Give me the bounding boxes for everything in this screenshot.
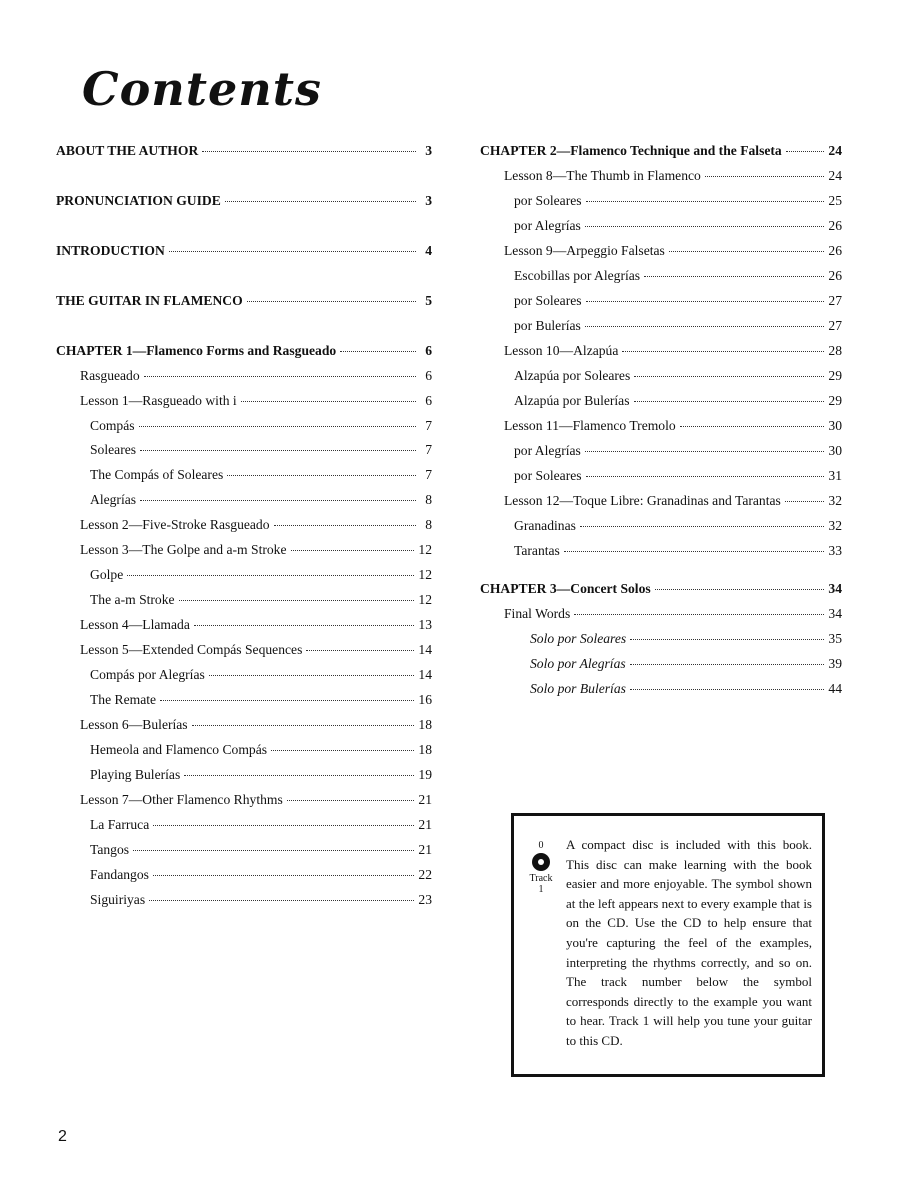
toc-dot-leader (225, 200, 416, 202)
toc-entry (514, 266, 842, 286)
toc-entry (514, 366, 842, 386)
toc-entry (504, 416, 842, 436)
toc-entry-title: Siguiriyas (90, 892, 146, 907)
toc-dot-leader (274, 524, 416, 526)
toc-entry (514, 191, 842, 211)
toc-dot-leader (241, 400, 416, 402)
toc-dot-leader (184, 774, 414, 776)
toc-entry-title: Granadinas (514, 518, 576, 533)
toc-dot-leader (160, 699, 414, 701)
toc-entry-page: 23 (418, 892, 432, 907)
toc-entry-title: Playing Bulerías (90, 767, 181, 782)
toc-entry (90, 890, 432, 910)
toc-entry-title: por Bulerías (514, 318, 581, 333)
toc-entry-page: 21 (418, 842, 432, 857)
page-title: Contents (82, 62, 322, 116)
toc-entry-page: 12 (418, 542, 432, 557)
toc-entry-page: 33 (828, 543, 842, 558)
toc-entry-page: 21 (418, 792, 432, 807)
toc-entry-page: 16 (418, 692, 432, 707)
toc-entry (56, 191, 432, 211)
toc-entry-page: 8 (425, 517, 432, 532)
toc-dot-leader (564, 550, 825, 552)
toc-entry-page: 29 (828, 393, 842, 408)
toc-entry-title: Lesson 9—Arpeggio Falsetas (504, 243, 665, 258)
toc-entry-page: 6 (425, 343, 432, 358)
toc-entry-page: 5 (425, 293, 432, 308)
toc-entry-page: 13 (418, 617, 432, 632)
toc-dot-leader (705, 175, 825, 177)
toc-entry (90, 440, 432, 460)
toc-entry-title: Lesson 4—Llamada (80, 617, 190, 632)
toc-dot-leader (271, 749, 414, 751)
toc-entry-page: 39 (828, 656, 842, 671)
toc-entry (514, 516, 842, 536)
toc-entry-title: Lesson 12—Toque Libre: Granadinas and Tarantas (504, 493, 781, 508)
toc-entry-title: Compás (90, 418, 135, 433)
toc-dot-leader (786, 150, 825, 152)
toc-entry (90, 865, 432, 885)
toc-dot-leader (586, 475, 825, 477)
toc-entry-title: CHAPTER 2—Flamenco Technique and the Falseta (480, 143, 782, 158)
toc-entry-page: 32 (828, 493, 842, 508)
toc-entry-title: Fandangos (90, 867, 149, 882)
toc-entry-title: Golpe (90, 567, 124, 582)
toc-entry (514, 316, 842, 336)
toc-entry (530, 679, 842, 699)
toc-dot-leader (247, 300, 416, 302)
toc-entry-page: 26 (828, 243, 842, 258)
toc-entry-title: The a-m Stroke (90, 592, 175, 607)
toc-entry (90, 565, 432, 585)
toc-entry-page: 4 (425, 243, 432, 258)
toc-entry-title: Lesson 8—The Thumb in Flamenco (504, 168, 701, 183)
toc-entry-page: 8 (425, 492, 432, 507)
toc-entry-title: The Remate (90, 692, 157, 707)
toc-entry-page: 26 (828, 218, 842, 233)
toc-dot-leader (179, 599, 415, 601)
toc-dot-leader (153, 874, 415, 876)
toc-dot-leader (630, 663, 825, 665)
toc-entry-page: 7 (425, 442, 432, 457)
toc-entry (80, 615, 432, 635)
toc-dot-leader (209, 674, 415, 676)
toc-entry-title: La Farruca (90, 817, 150, 832)
toc-entry (504, 341, 842, 361)
toc-dot-leader (169, 250, 416, 252)
toc-entry-page: 12 (418, 592, 432, 607)
toc-entry (480, 141, 842, 161)
toc-entry (514, 466, 842, 486)
toc-dot-leader (669, 250, 825, 252)
toc-dot-leader (630, 638, 824, 640)
toc-entry-page: 3 (425, 143, 432, 158)
toc-entry-title: Final Words (504, 606, 571, 621)
toc-entry-title: Lesson 6—Bulerías (80, 717, 188, 732)
toc-entry (504, 166, 842, 186)
toc-dot-leader (202, 150, 416, 152)
toc-entry-title: por Soleares (514, 193, 582, 208)
toc-entry-page: 34 (828, 606, 842, 621)
toc-entry (90, 765, 432, 785)
toc-dot-leader (287, 799, 415, 801)
toc-entry (530, 654, 842, 674)
toc-dot-leader (585, 325, 825, 327)
toc-entry (90, 665, 432, 685)
toc-entry (90, 740, 432, 760)
toc-entry-title: Soleares (90, 442, 137, 457)
toc-dot-leader (680, 425, 825, 427)
toc-entry-page: 27 (828, 318, 842, 333)
toc-dot-leader (153, 824, 414, 826)
toc-dot-leader (785, 500, 825, 502)
toc-entry-title: por Soleares (514, 293, 582, 308)
toc-dot-leader (149, 899, 414, 901)
toc-entry-title: Alegrías (90, 492, 137, 507)
cd-icon (532, 853, 550, 871)
toc-entry-title: Solo por Soleares (530, 631, 627, 646)
toc-dot-leader (133, 849, 414, 851)
toc-entry-page: 30 (828, 443, 842, 458)
toc-entry (80, 540, 432, 560)
toc-entry (90, 840, 432, 860)
toc-entry (80, 366, 432, 386)
toc-entry (514, 216, 842, 236)
cd-notice-text: A compact disc is included with this book. This disc can make learning with the book easier and more enjoyable. The symbol shown at the left appears next to every example that is on the CD. Use the CD to help ensure that you're capturing the feel of the examples, interpreting the rhythms correctly, and so on. The track number below the symbol corresponds directly to the example you want to hear. Track 1 will help you tune your guitar to this CD. (566, 837, 812, 1048)
toc-entry-title: INTRODUCTION (56, 243, 165, 258)
toc-dot-leader (194, 624, 415, 626)
toc-dot-leader (634, 375, 824, 377)
toc-dot-leader (340, 350, 416, 352)
toc-entry-page: 22 (418, 867, 432, 882)
toc-dot-leader (622, 350, 824, 352)
toc-dot-leader (140, 449, 416, 451)
toc-dot-leader (586, 300, 825, 302)
toc-entry-title: Solo por Bulerías (530, 681, 626, 696)
toc-dot-leader (144, 375, 416, 377)
toc-entry-title: Solo por Alegrías (530, 656, 626, 671)
toc-entry (514, 541, 842, 561)
toc-dot-leader (192, 724, 415, 726)
toc-dot-leader (139, 425, 416, 427)
cd-track-symbol (529, 840, 553, 895)
toc-dot-leader (644, 275, 824, 277)
toc-entry (80, 715, 432, 735)
toc-entry-title: ABOUT THE AUTHOR (56, 143, 199, 158)
toc-entry-page: 31 (828, 468, 842, 483)
toc-entry-title: Lesson 7—Other Flamenco Rhythms (80, 792, 283, 807)
toc-entry-title: The Compás of Soleares (90, 467, 224, 482)
toc-entry-title: THE GUITAR IN FLAMENCO (56, 293, 243, 308)
toc-entry-page: 29 (828, 368, 842, 383)
toc-dot-leader (634, 400, 825, 402)
cd-track-label: Track (529, 873, 553, 884)
toc-entry (56, 291, 432, 311)
toc-dot-leader (227, 474, 416, 476)
toc-entry-page: 26 (828, 268, 842, 283)
toc-entry-title: CHAPTER 3—Concert Solos (480, 581, 651, 596)
toc-entry-title: por Alegrías (514, 218, 581, 233)
toc-entry (90, 416, 432, 436)
toc-entry-page: 6 (425, 368, 432, 383)
toc-entry-title: Lesson 2—Five-Stroke Rasgueado (80, 517, 270, 532)
toc-entry-page: 44 (828, 681, 842, 696)
toc-entry-page: 34 (828, 581, 842, 596)
toc-dot-leader (127, 574, 414, 576)
toc-entry-title: Alzapúa por Bulerías (514, 393, 630, 408)
cd-notice-box (511, 813, 825, 1077)
cd-number: 0 (538, 840, 544, 851)
toc-entry (90, 590, 432, 610)
toc-entry (80, 391, 432, 411)
toc-entry (90, 465, 432, 485)
toc-dot-leader (291, 549, 415, 551)
toc-entry-title: Lesson 3—The Golpe and a-m Stroke (80, 542, 287, 557)
toc-dot-leader (586, 200, 825, 202)
toc-entry-page: 24 (828, 143, 842, 158)
toc-entry-page: 7 (425, 418, 432, 433)
toc-entry-page: 7 (425, 467, 432, 482)
toc-entry-page: 25 (828, 193, 842, 208)
toc-entry (504, 491, 842, 511)
toc-entry-page: 24 (828, 168, 842, 183)
toc-entry-page: 19 (418, 767, 432, 782)
toc-entry (504, 241, 842, 261)
toc-entry-title: Alzapúa por Soleares (514, 368, 631, 383)
toc-entry-title: CHAPTER 1—Flamenco Forms and Rasgueado (56, 343, 337, 358)
toc-entry-page: 6 (425, 393, 432, 408)
toc-entry (480, 579, 842, 599)
toc-entry (90, 490, 432, 510)
toc-entry-title: Lesson 1—Rasgueado with i (80, 393, 237, 408)
toc-entry (504, 604, 842, 624)
toc-entry (514, 391, 842, 411)
toc-dot-leader (140, 499, 416, 501)
toc-entry-title: por Soleares (514, 468, 582, 483)
toc-entry-page: 12 (418, 567, 432, 582)
toc-entry-page: 32 (828, 518, 842, 533)
toc-entry-page: 18 (418, 717, 432, 732)
toc-dot-leader (580, 525, 825, 527)
toc-dot-leader (630, 688, 824, 690)
toc-entry (90, 815, 432, 835)
toc-entry (90, 690, 432, 710)
toc-entry-page: 3 (425, 193, 432, 208)
toc-dot-leader (306, 649, 414, 651)
toc-entry-title: Compás por Alegrías (90, 667, 205, 682)
toc-entry-page: 27 (828, 293, 842, 308)
toc-entry-title: Tangos (90, 842, 130, 857)
toc-entry (514, 291, 842, 311)
toc-entry-title: Lesson 5—Extended Compás Sequences (80, 642, 303, 657)
toc-dot-leader (585, 450, 825, 452)
toc-entry-title: por Alegrías (514, 443, 581, 458)
toc-entry-page: 30 (828, 418, 842, 433)
toc-entry (80, 515, 432, 535)
toc-dot-leader (574, 613, 824, 615)
toc-entry-page: 21 (418, 817, 432, 832)
toc-entry-title: Hemeola and Flamenco Compás (90, 742, 268, 757)
toc-entry (514, 441, 842, 461)
toc-entry-title: Escobillas por Alegrías (514, 268, 641, 283)
toc-entry-title: Lesson 10—Alzapúa (504, 343, 619, 358)
toc-entry (530, 629, 842, 649)
toc-entry (56, 241, 432, 261)
cd-track-number: 1 (538, 884, 544, 895)
toc-entry-page: 28 (828, 343, 842, 358)
toc-entry-page: 14 (418, 642, 432, 657)
page-number: 2 (58, 1128, 67, 1145)
toc-entry (56, 141, 432, 161)
toc-dot-leader (585, 225, 825, 227)
toc-entry (80, 790, 432, 810)
toc-entry-page: 18 (418, 742, 432, 757)
toc-dot-leader (655, 588, 825, 590)
toc-entry (80, 640, 432, 660)
toc-entry-page: 14 (418, 667, 432, 682)
toc-entry-title: Rasgueado (80, 368, 140, 383)
toc-entry-page: 35 (828, 631, 842, 646)
toc-entry (56, 341, 432, 361)
toc-entry-title: Tarantas (514, 543, 560, 558)
toc-entry-title: PRONUNCIATION GUIDE (56, 193, 221, 208)
toc-entry-title: Lesson 11—Flamenco Tremolo (504, 418, 676, 433)
